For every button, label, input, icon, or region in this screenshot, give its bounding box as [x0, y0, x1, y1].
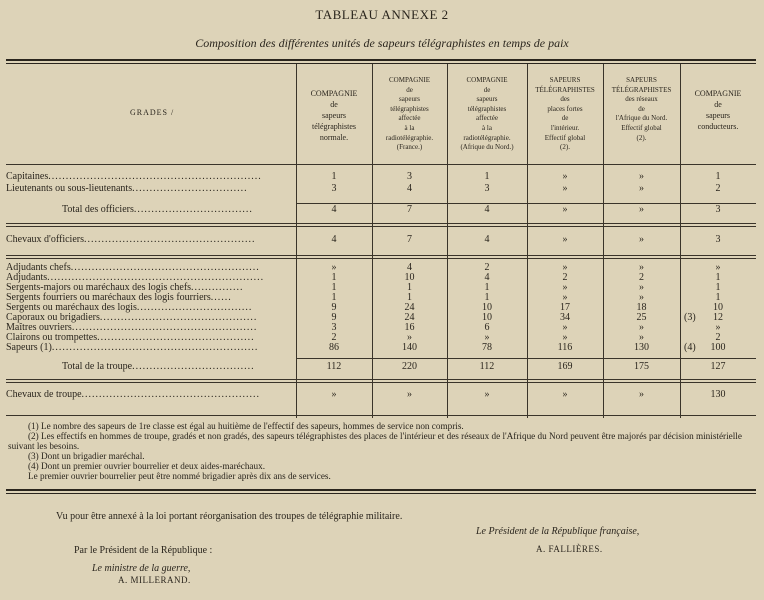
row-label: Adjudants..............................................................	[6, 272, 265, 283]
row-label: Total de la troupe...................................	[62, 361, 255, 372]
footnote: (3) Dont un brigadier maréchal.	[28, 451, 145, 461]
column-header	[448, 76, 526, 153]
annex-statement: Vu pour être annexé à la loi portant réorganisation des troupes de télégraphie militaire.	[56, 511, 403, 522]
row-label: Sergents ou maréchaux des logis.................................	[6, 302, 253, 313]
column-header-line: COMPAGNIE	[694, 89, 742, 98]
table-cell: »	[639, 204, 644, 215]
table-cell: »	[639, 389, 644, 400]
table-cell: 3	[407, 171, 412, 182]
table-cell: 1	[407, 282, 412, 293]
column-header	[373, 76, 446, 153]
table-cell: »	[639, 322, 644, 333]
row-label: Maîtres ouvriers.....................................................	[6, 322, 258, 333]
table-cell: »	[331, 262, 337, 273]
table-cell: 10	[713, 302, 723, 313]
minister-title: Le ministre de la guerre,	[92, 563, 191, 574]
table-cell: 4	[484, 234, 490, 245]
table-cell: 6	[484, 322, 490, 333]
row-label: Sergents fourriers ou maréchaux des logis fourriers......	[6, 292, 232, 303]
table-cell: 4	[484, 204, 490, 215]
column-header-line: Effectif global	[621, 123, 662, 132]
table-cell: 1	[331, 272, 337, 283]
table-cell: 2	[484, 262, 490, 273]
column-header-line: de	[483, 85, 491, 94]
table-cell: 169	[557, 361, 573, 372]
table-cell: 4	[331, 234, 337, 245]
cell-note: (3)	[684, 312, 696, 323]
row-label: Clairons ou trompettes.............................................	[6, 332, 255, 343]
table-cell: 220	[402, 361, 417, 372]
table-cell: 7	[407, 204, 412, 215]
column-header-line: de	[714, 100, 722, 109]
table-cell: »	[715, 322, 721, 333]
top-rule-thin	[6, 63, 756, 64]
column-header-line: à la	[404, 123, 415, 132]
table-cell: »	[562, 234, 568, 245]
minister-name: A. MILLERAND.	[118, 575, 191, 585]
table-cell: 100	[710, 342, 726, 353]
president-title: Le Président de la République française,	[476, 526, 640, 537]
table-cell: 1	[331, 292, 337, 303]
table-cell: »	[562, 332, 568, 343]
cell-note: (4)	[684, 342, 696, 353]
table-cell: »	[562, 389, 568, 400]
table-cell: 112	[479, 361, 495, 372]
table-cell: 112	[326, 361, 342, 372]
table-cell: 1	[331, 282, 337, 293]
column-header-line: de	[561, 114, 569, 123]
column-header-line: TÉLÉGRAPHISTES	[535, 85, 595, 94]
table-cell: »	[562, 204, 568, 215]
column-header-line: sapeurs	[476, 95, 498, 104]
row-label: Chevaux de troupe...................................................	[6, 389, 261, 400]
column-header-line: (France.)	[396, 143, 423, 152]
column-header-line: des réseaux	[625, 95, 658, 104]
table-cell: 116	[557, 342, 573, 353]
table-cell: »	[407, 389, 412, 400]
table-cell: »	[484, 389, 490, 400]
table-cell: 25	[636, 312, 647, 323]
header-rule	[6, 164, 756, 165]
table-cell: 1	[715, 171, 721, 182]
table-cell: 9	[331, 302, 337, 313]
top-rule	[6, 59, 756, 61]
table-cell: 10	[404, 272, 415, 283]
row-label: Capitaines.............................................................	[6, 171, 262, 182]
column-header	[297, 88, 371, 143]
column-header-line: sapeurs	[706, 111, 730, 120]
president-name: A. FALLIÈRES.	[536, 544, 603, 554]
column-header-line: conducteurs.	[697, 122, 739, 131]
column-header-line: SAPEURS	[549, 76, 581, 84]
column-header-line: SAPEURS	[626, 76, 657, 84]
bottom-rule	[6, 489, 756, 491]
table-cell: 2	[715, 332, 721, 343]
table-cell: 130	[710, 389, 726, 400]
document-subtitle: Composition des différentes unités de sapeurs télégraphistes en temps de paix	[195, 36, 569, 50]
table-cell: »	[562, 262, 568, 273]
table-cell: 24	[404, 312, 415, 323]
table-cell: 2	[639, 272, 644, 283]
column-header-line: places fortes	[547, 104, 583, 113]
table-cell: 2	[562, 272, 568, 283]
footnote: Le premier ouvrier bourrelier peut être nommé brigadier après dix ans de services.	[28, 471, 331, 481]
table-cell: 12	[713, 312, 723, 323]
table-cell: »	[484, 332, 490, 343]
table-cell: »	[562, 171, 568, 182]
table-cell: »	[639, 183, 644, 194]
table-cell: »	[562, 322, 568, 333]
table-cell: 140	[402, 342, 417, 353]
table-cell: »	[639, 171, 644, 182]
column-header-line: (2).	[636, 133, 647, 142]
row-label: Total des officiers..................................	[62, 204, 253, 215]
column-header-line: à la	[482, 123, 492, 132]
table-cell: 2	[331, 332, 337, 343]
table-cell: »	[639, 262, 644, 273]
grades-header: GRADES /	[130, 108, 175, 117]
row-label: Caporaux ou brigadiers.............................................	[6, 312, 258, 323]
table-cell: 10	[482, 302, 492, 313]
column-header-line: de	[638, 104, 645, 113]
table-cell: »	[562, 183, 568, 194]
table-cell: »	[715, 262, 721, 273]
column-header-line: de	[330, 100, 338, 109]
footnote: (2) Les effectifs en hommes de troupe, gradés et non gradés, des sapeurs télégraphistes des places de l'intérieur et des réseaux de l'Afrique du Nord peuvent être majorés par décision ministérielle suivant les besoins.	[8, 431, 742, 451]
column-header-line: l'Afrique du Nord.	[615, 114, 668, 123]
footnotes	[8, 421, 756, 481]
table-cell: 10	[482, 312, 492, 323]
bottom-rule-thin	[6, 493, 756, 494]
table-cell: 3	[715, 234, 721, 245]
column-header-line: l'intérieur.	[550, 123, 580, 132]
table-cell: 3	[331, 183, 337, 194]
column-header-line: (2).	[560, 143, 570, 152]
table-cell: 78	[482, 342, 492, 353]
table-cell: 1	[331, 171, 337, 182]
table-cell: 1	[484, 282, 490, 293]
column-header-line: télégraphistes	[390, 104, 429, 113]
column-header-line: télégraphistes	[312, 122, 356, 131]
table-cell: 34	[560, 312, 570, 323]
column-header	[604, 76, 679, 143]
table-cell: »	[562, 282, 568, 293]
table-cell: 4	[484, 272, 490, 283]
table-cell: 1	[407, 292, 412, 303]
row-label: Sapeurs (1)...........................................................	[6, 342, 259, 353]
row-label: Lieutenants ou sous-lieutenants.................................	[6, 183, 248, 194]
table-cell: »	[639, 234, 644, 245]
column-header	[528, 76, 602, 153]
table-cell: »	[639, 292, 644, 303]
row-label: Sergents-majors ou maréchaux des logis chefs...............	[6, 282, 244, 293]
footnote: (4) Dont un premier ouvrier bourrelier et deux aides-maréchaux.	[28, 461, 265, 471]
footnote: (1) Le nombre des sapeurs de 1re classe est égal au huitième de l'effectif des sapeurs, hommes de service non compris.	[28, 421, 464, 431]
column-header-line: COMPAGNIE	[310, 89, 358, 98]
table-cell: 7	[407, 234, 412, 245]
column-header-line: COMPAGNIE	[466, 76, 508, 84]
column-header-line: des	[560, 95, 570, 104]
by-president: Par le Président de la République :	[74, 545, 213, 556]
column-header-line: sapeurs	[399, 95, 420, 104]
table-cell: »	[639, 282, 644, 293]
row-label: Adjudants chefs......................................................	[6, 262, 260, 273]
row-label: Chevaux d'officiers.................................................	[6, 234, 256, 245]
table-cell: 16	[404, 322, 415, 333]
column-header-line: Effectif global	[544, 133, 586, 142]
table-cell: 1	[715, 292, 721, 303]
column-header-line: TÉLÉGRAPHISTES	[611, 85, 672, 94]
table-cell: 3	[715, 204, 721, 215]
table-cell: 9	[331, 312, 337, 323]
table-cell: »	[331, 389, 337, 400]
table-cell: »	[562, 292, 568, 303]
table-cell: 1	[715, 272, 721, 283]
column-header-line: radiotélégraphie.	[463, 133, 511, 142]
table-cell: »	[407, 332, 412, 343]
table-cell: 3	[331, 322, 337, 333]
table-cell: 1	[484, 292, 490, 303]
column-header-line: télégraphistes	[467, 104, 507, 113]
table-cell: 127	[710, 361, 726, 372]
column-header-line: (Afrique du Nord.)	[460, 143, 514, 152]
table-cell: 18	[636, 302, 647, 313]
column-header-line: affectée	[398, 114, 421, 123]
column-header	[681, 88, 755, 132]
table-cell: 86	[329, 342, 339, 353]
table-cell: 130	[634, 342, 649, 353]
table-cell: »	[639, 332, 644, 343]
column-header-line: normale.	[319, 133, 349, 142]
column-header-line: radiotélégraphie.	[385, 133, 434, 142]
table-cell: 4	[407, 262, 412, 273]
column-header-line: sapeurs	[322, 111, 346, 120]
table-cell: 4	[407, 183, 412, 194]
table-cell: 2	[715, 183, 721, 194]
table-cell: 1	[715, 282, 721, 293]
table-cell: 175	[634, 361, 649, 372]
column-header-line: COMPAGNIE	[389, 76, 430, 84]
table-cell: 4	[331, 204, 337, 215]
column-header-line: affectée	[475, 114, 498, 123]
column-header-line: de	[406, 85, 413, 94]
document-title: TABLEAU ANNEXE 2	[315, 7, 449, 22]
table-cell: 1	[484, 171, 490, 182]
table-cell: 3	[484, 183, 490, 194]
table-cell: 17	[560, 302, 570, 313]
table-cell: 24	[404, 302, 415, 313]
